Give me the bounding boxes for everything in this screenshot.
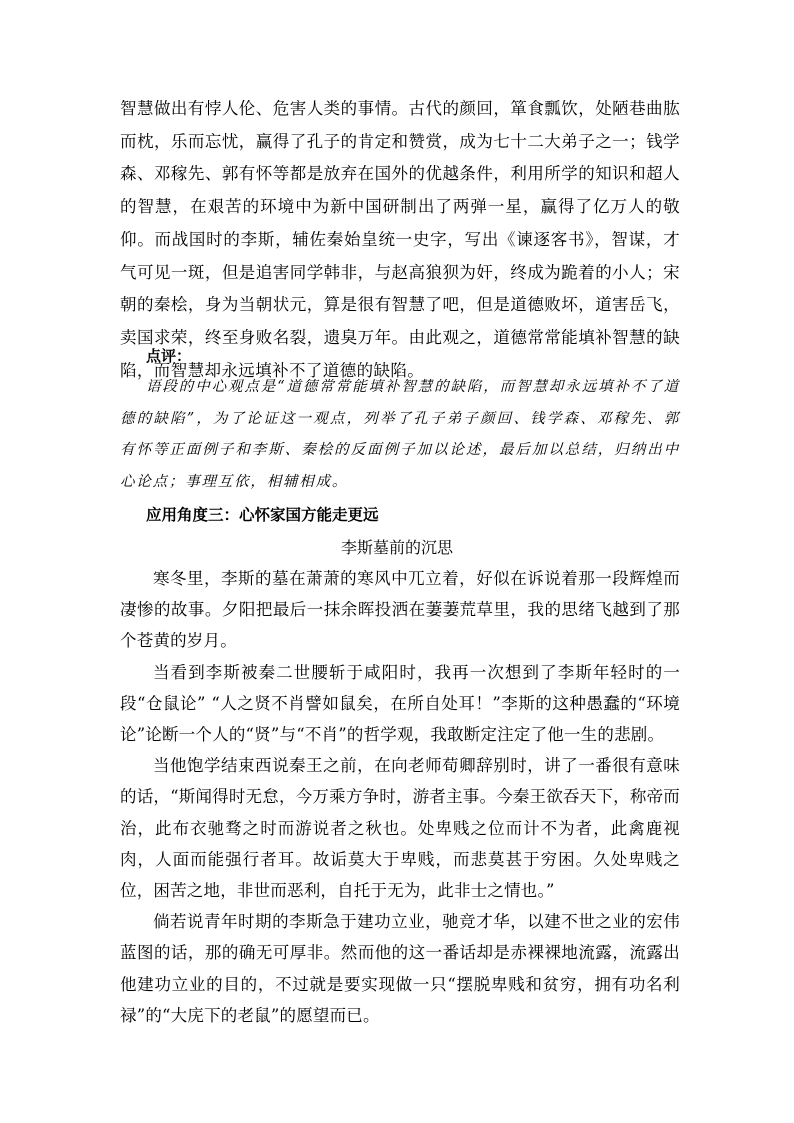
essay-body bbox=[120, 563, 680, 1031]
essay-paragraph: 倘若说青年时期的李斯急于建功立业，驰竞才华，以建不世之业的宏伟蓝图的话，那的确无可厚非。然而他的这一番话却是赤裸裸地流露，流露出他建功立业的目的，不过就是要实现做一只“摆脱卑贱和贫穷，拥有功名利禄”的“大庑下的老鼠”的愿望而已。 bbox=[120, 912, 680, 1025]
essay-paragraph: 当看到李斯被秦二世腰斩于咸阳时，我再一次想到了李斯年轻时的一段“仓鼠论” “人之贤不肖譬如鼠矣，在所自处耳！”李斯的这种愚蠢的“环境论”论断一个人的“贤”与“不肖”的哲学观，我敢断定注定了他一生的悲剧。 bbox=[120, 662, 680, 745]
application-angle-heading: 应用角度三：心怀家国方能走更远 bbox=[146, 505, 379, 524]
comment-heading: 点评： bbox=[146, 347, 192, 365]
comment-body: 语段的中心观点是“道德常常能填补智慧的缺陷，而智慧却永远填补不了道德的缺陷”，为了论证这一观点，列举了孔子弟子颜回、钱学森、邓稼先、郭有怀等正面例子和李斯、秦桧的反面例子加以论述，最后加以总结，归纳出中心论点；事理互依，相辅相成。 bbox=[120, 379, 680, 490]
essay-paragraph: 当他饱学结束西说秦王之前，在向老师荀卿辞别时，讲了一番很有意味的话，“斯闻得时无怠，今万乘方争时，游者主事。今秦王欲吞天下，称帝而治，此布衣驰骛之时而游说者之秋也。处卑贱之位而计不为者，此禽鹿视肉，人面而能强行者耳。故诟莫大于卑贱，而悲莫甚于穷困。久处卑贱之位，困苦之地，非世而恶利，自托于无为，此非士之情也。” bbox=[120, 756, 680, 901]
essay-paragraph: 寒冬里，李斯的墓在萧萧的寒风中兀立着，好似在诉说着那一段辉煌而凄惨的故事。夕阳把最后一抹余晖投洒在萋萋荒草里，我的思绪飞越到了那个苍黄的岁月。 bbox=[120, 569, 680, 651]
intro-paragraph: 智慧做出有悖人伦、危害人类的事情。古代的颜回，箪食瓢饮，处陋巷曲肱而枕，乐而忘忧，赢得了孔子的肯定和赞赏，成为七十二大弟子之一；钱学森、邓稼先、郭有怀等都是放弃在国外的优越条件，利用所学的知识和超人的智慧，在艰苦的环境中为新中国研制出了两弹一星，赢得了亿万人的敬仰。而战国时的李斯，辅佐秦始皇统一史字，写出《谏逐客书》，智谋，才气可见一斑，但是追害同学韩非，与赵高狼狈为奸，终成为跪着的小人；宋朝的秦桧，身为当朝状元，算是很有智慧了吧，但是道德败坏，道害岳飞，卖国求荣，终至身败名裂，遗臭万年。由此观之，道德常常能填补智慧的缺陷，而智慧却永远填补不了道德的缺陷。 bbox=[120, 99, 680, 380]
essay-title: 李斯墓前的沉思 bbox=[340, 538, 453, 557]
